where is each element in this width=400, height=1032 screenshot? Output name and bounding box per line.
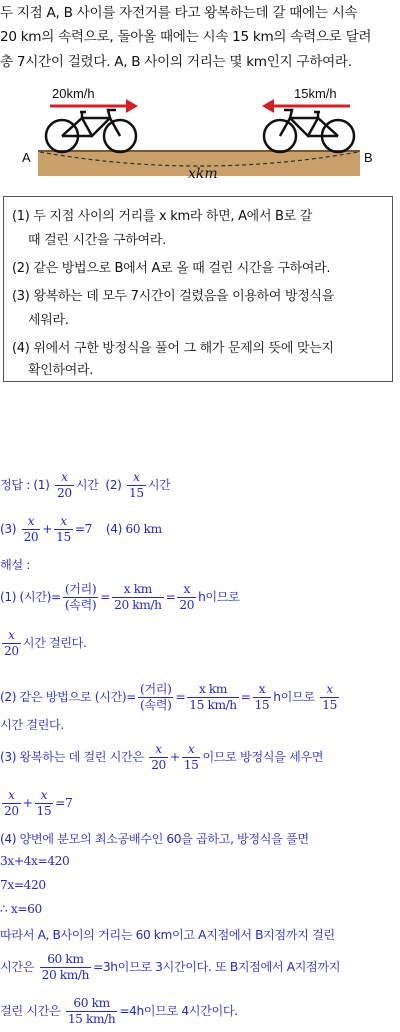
- question-item: (3) 왕복하는 데 모두 7시간이 걸렸음을 이용하여 방정식을: [12, 289, 334, 304]
- problem-line: 총 7시간이 걸렸다. A, B 사이의 거리는 몇 km인지 구하여라.: [0, 54, 352, 70]
- point-b-label: B: [364, 150, 373, 165]
- problem-line: 두 지점 A, B 사이를 자전거를 타고 왕복하는데 갈 때에는 시속: [0, 5, 358, 21]
- fraction: $\frac{x}{20}$: [179, 582, 195, 612]
- explanation-line: 7x=420: [0, 878, 46, 892]
- fraction: $\frac{x}{20}$: [56, 470, 72, 500]
- explanation-line: (4) 양변에 분모의 최소공배수인 60을 곱하고, 방정식을 풀면: [0, 832, 309, 846]
- answer-line-2: (3) $\frac{x}{20}$ + $\frac{x}{15}$ =7 (4) 60 km: [0, 514, 162, 544]
- fraction: $\frac{x}{15}$: [183, 742, 199, 772]
- fraction: $\frac{60 km}{20 km/h}$: [41, 952, 90, 982]
- bicycle-figure: [20, 84, 380, 184]
- explanation-line: (2) 같은 방법으로 (시간)= $\frac{\text{(거리)}}{\text{(속력)}}$ = $\frac{\text{x km}}{15 km/h}$ = $\frac{x}{15}$ h이므로 $\frac{x}{15}$: [0, 682, 337, 712]
- explanation-label: 해설 :: [0, 558, 30, 572]
- answer-line-1: [0, 470, 400, 501]
- answer-label: 정답 :: [0, 478, 30, 492]
- bicycle-illustration: [20, 84, 380, 184]
- bicycle-icon: [46, 110, 136, 152]
- speed-label-left: 20km/h: [52, 86, 95, 101]
- explanation-line: 걸린 시간은 $\frac{60 km}{15 km/h}$ =4h이므로 4시간이다.: [0, 996, 238, 1026]
- answer-value: 60 km: [125, 522, 162, 536]
- answer-prefix: (2): [105, 478, 122, 492]
- explanation-line: 3x+4x=420: [0, 854, 70, 868]
- answer-prefix: (1): [33, 478, 50, 492]
- distance-label: xkm: [188, 166, 218, 182]
- point-a-label: A: [22, 150, 31, 165]
- fraction: $\frac{\text{x km}}{15 km/h}$: [189, 682, 237, 712]
- explanation-line: $\frac{x}{20}$ + $\frac{x}{15}$ =7: [4, 788, 73, 818]
- arrow-left-icon: [262, 99, 350, 113]
- speed-label-right: 15km/h: [294, 86, 337, 101]
- fraction: $\frac{x}{20}$: [4, 788, 19, 818]
- fraction: $\frac{x}{15}$: [128, 470, 144, 500]
- explanation-line: (3) 왕복하는 데 걸린 시간은 $\frac{x}{20}$ + $\frac{x}{15}$ 이므로 방정식을 세우면: [0, 742, 324, 772]
- question-item: 확인하여라.: [28, 363, 94, 378]
- question-item: (1) 두 지점 사이의 거리를 x km라 하면, A에서 B로 갈: [12, 209, 312, 224]
- question-item: 때 걸린 시간을 구하여라.: [28, 233, 166, 248]
- fraction: $\frac{60 km}{15 km/h}$: [67, 996, 116, 1026]
- fraction: $\frac{x}{15}$: [322, 682, 337, 712]
- bicycle-icon: [264, 110, 354, 152]
- answer-unit: 시간: [75, 478, 99, 492]
- fraction: $\frac{x}{15}$: [36, 788, 52, 818]
- fraction: $\frac{\text{x km}}{20 km/h}$: [114, 582, 162, 612]
- fraction: $\frac{x}{20}$: [23, 514, 39, 544]
- explanation-line: 시간 걸린다.: [0, 718, 64, 732]
- explanation-line: ∴ x=60: [0, 902, 42, 916]
- answer-prefix: (3): [0, 522, 17, 536]
- arrow-right-icon: [50, 99, 138, 113]
- explanation-line: 시간은 $\frac{60 km}{20 km/h}$ =3h이므로 3시간이다. 또 B지점에서 A지점까지: [0, 952, 341, 982]
- answer-prefix: (4): [105, 522, 122, 536]
- problem-line: 20 km의 속력으로, 돌아올 때에는 시속 15 km의 속력으로 달려: [0, 29, 372, 45]
- question-box: [3, 196, 393, 382]
- fraction: $\frac{\text{(거리)}}{\text{(속력)}}$: [140, 682, 172, 712]
- answer-unit: 시간: [147, 478, 171, 492]
- question-item: (2) 같은 방법으로 B에서 A로 올 때 걸린 시간을 구하여라.: [12, 261, 331, 276]
- question-item: 세워라.: [28, 313, 69, 328]
- explanation-line: (1) (시간)= $\frac{\text{(거리)}}{\text{(속력)}}$ = $\frac{\text{x km}}{20 km/h}$ = $\frac{x}{20}$ h이므로: [0, 582, 240, 612]
- explanation-line: $\frac{x}{20}$ 시간 걸린다.: [4, 628, 87, 658]
- explanation-line: 따라서 A, B사이의 거리는 60 km이고 A지점에서 B지점까지 걸린: [0, 928, 335, 942]
- fraction: $\frac{\text{(거리)}}{\text{(속력)}}$: [64, 582, 97, 612]
- fraction: $\frac{x}{20}$: [4, 628, 19, 658]
- fraction: $\frac{x}{15}$: [254, 682, 270, 712]
- question-item: (4) 위에서 구한 방정식을 풀어 그 해가 문제의 뜻에 맞는지: [12, 341, 334, 356]
- fraction: $\frac{x}{20}$: [151, 742, 166, 772]
- fraction: $\frac{x}{15}$: [56, 514, 71, 544]
